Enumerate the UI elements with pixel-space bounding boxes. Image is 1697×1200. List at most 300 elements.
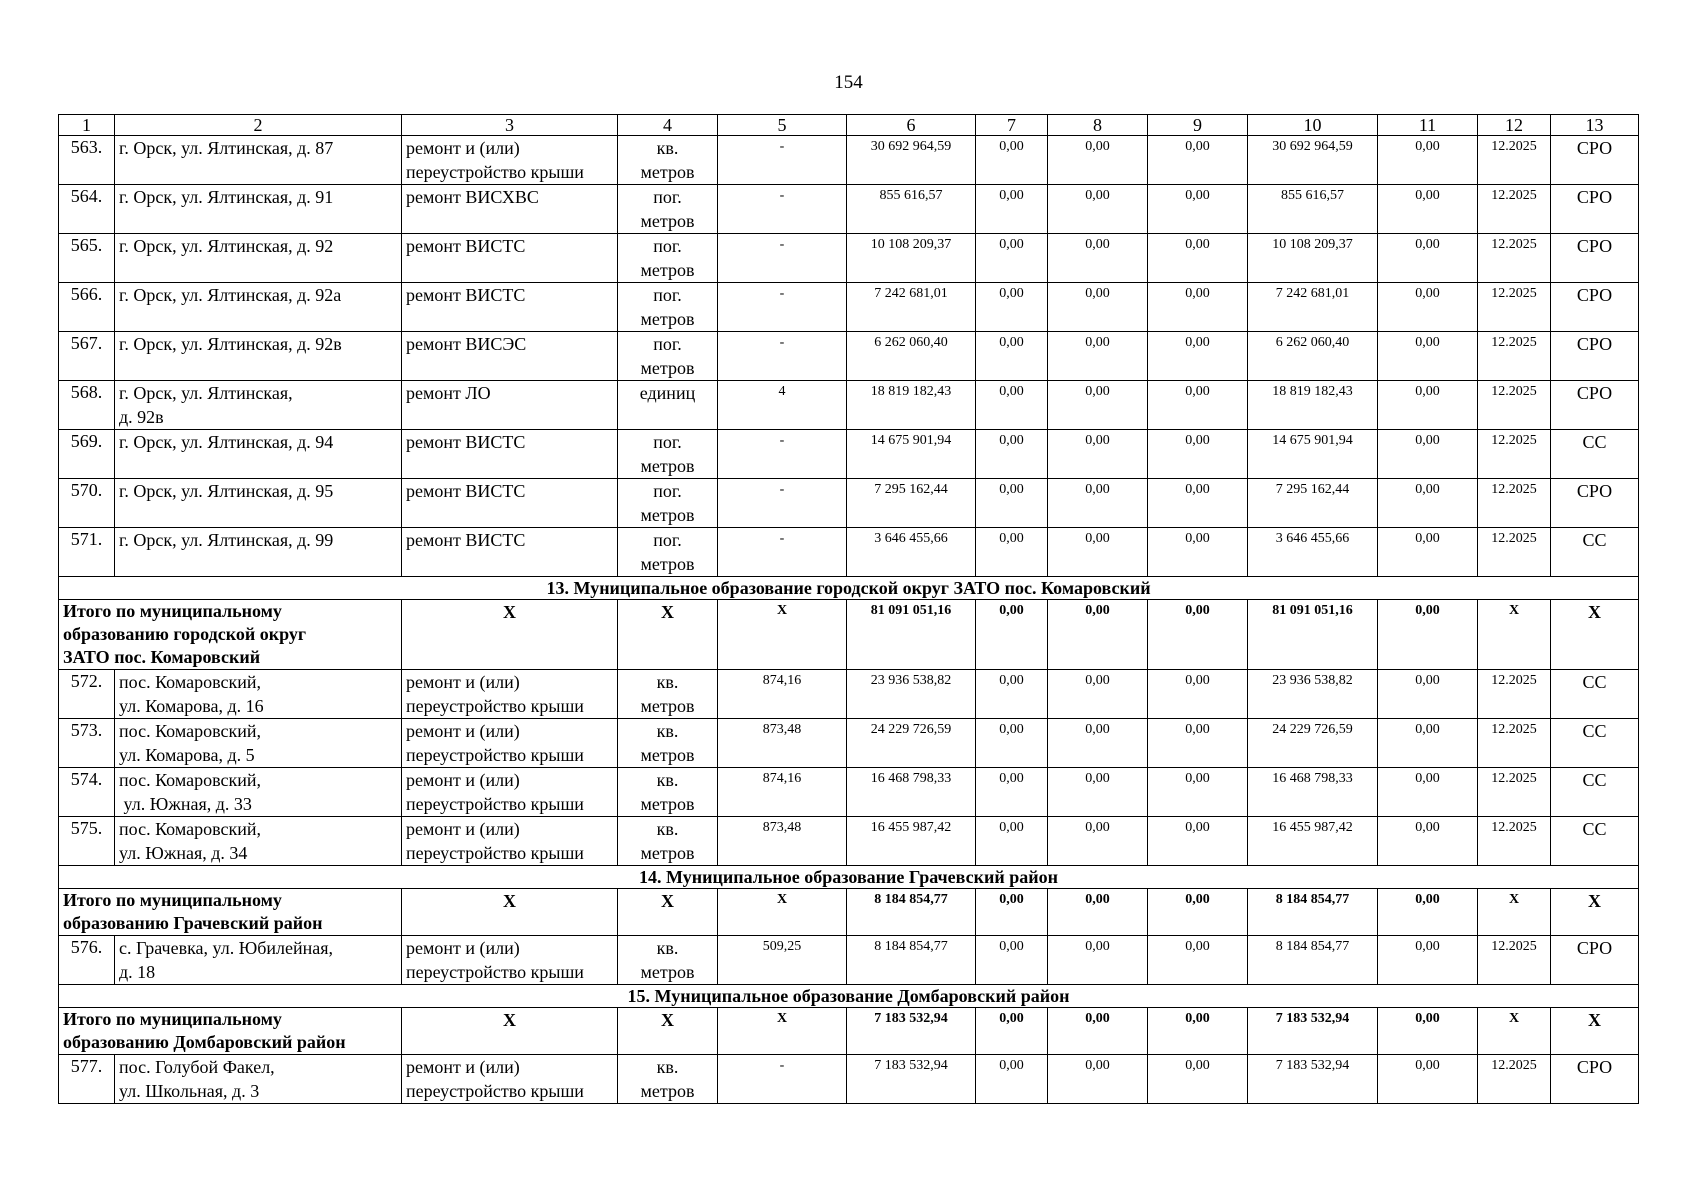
funding-source: СРО [1551, 136, 1639, 185]
work-type-line: ремонт и (или) [406, 1057, 520, 1077]
total-c4: Х [618, 600, 718, 670]
cell-c7: 0,00 [976, 430, 1048, 479]
work-type [402, 528, 618, 577]
unit-line: кв. [656, 1057, 679, 1077]
work-type [402, 430, 618, 479]
quantity: - [718, 185, 847, 234]
total-c13: Х [1551, 889, 1639, 936]
total-c8: 0,00 [1048, 600, 1148, 670]
work-type-line: ремонт ВИСТС [406, 285, 526, 305]
address-line: д. 92в [119, 407, 164, 427]
address-line: г. Орск, ул. Ялтинская, д. 95 [119, 481, 334, 501]
unit-line: кв. [656, 938, 679, 958]
address-line: пос. Голубой Факел, [119, 1057, 275, 1077]
row-number: 568. [59, 381, 115, 430]
funding-source: СС [1551, 817, 1639, 866]
table-row [59, 528, 1639, 577]
work-type [402, 234, 618, 283]
funding-source: СРО [1551, 234, 1639, 283]
work-type [402, 381, 618, 430]
work-type-line: переустройство крыши [406, 962, 584, 982]
total-c8: 0,00 [1048, 1008, 1148, 1055]
total-c6: 7 183 532,94 [847, 1008, 976, 1055]
cell-c7: 0,00 [976, 332, 1048, 381]
quantity: 873,48 [718, 719, 847, 768]
quantity: 4 [718, 381, 847, 430]
unit [618, 136, 718, 185]
work-type-line: ремонт ВИСТС [406, 236, 526, 256]
row-number: 564. [59, 185, 115, 234]
table-row [59, 283, 1639, 332]
unit-line: метров [640, 745, 695, 765]
unit-line: метров [640, 843, 695, 863]
capital-repair-table [58, 114, 1639, 1104]
cell-c9: 0,00 [1148, 670, 1248, 719]
cell-c11: 0,00 [1378, 936, 1478, 985]
work-type-line: ремонт и (или) [406, 672, 520, 692]
cell-c9: 0,00 [1148, 936, 1248, 985]
cell-c11: 0,00 [1378, 528, 1478, 577]
cell-c12: 12.2025 [1478, 1055, 1551, 1104]
cell-c10: 7 242 681,01 [1248, 283, 1378, 332]
cell-c6: 23 936 538,82 [847, 670, 976, 719]
unit-line: метров [640, 162, 695, 182]
cell-c10: 855 616,57 [1248, 185, 1378, 234]
row-number: 576. [59, 936, 115, 985]
work-type-line: переустройство крыши [406, 696, 584, 716]
unit-line: пог. [653, 530, 682, 550]
work-type [402, 936, 618, 985]
column-number: 13 [1551, 115, 1639, 136]
total-label-line: Итого по муниципальному [63, 890, 282, 910]
work-type-line: ремонт и (или) [406, 819, 520, 839]
funding-source: СРО [1551, 381, 1639, 430]
cell-c9: 0,00 [1148, 381, 1248, 430]
address-line: пос. Комаровский, [119, 672, 261, 692]
work-type-line: переустройство крыши [406, 794, 584, 814]
cell-c6: 24 229 726,59 [847, 719, 976, 768]
address-line: с. Грачевка, ул. Юбилейная, [119, 938, 334, 958]
cell-c7: 0,00 [976, 479, 1048, 528]
cell-c7: 0,00 [976, 670, 1048, 719]
cell-c9: 0,00 [1148, 185, 1248, 234]
address [115, 719, 402, 768]
unit [618, 479, 718, 528]
total-c11: 0,00 [1378, 889, 1478, 936]
address-line: ул. Южная, д. 34 [119, 843, 248, 863]
section-heading-row [59, 577, 1639, 600]
cell-c12: 12.2025 [1478, 283, 1551, 332]
cell-c9: 0,00 [1148, 1055, 1248, 1104]
cell-c9: 0,00 [1148, 430, 1248, 479]
cell-c6: 14 675 901,94 [847, 430, 976, 479]
cell-c10: 24 229 726,59 [1248, 719, 1378, 768]
address [115, 479, 402, 528]
cell-c7: 0,00 [976, 381, 1048, 430]
section-heading-row [59, 985, 1639, 1008]
cell-c10: 10 108 209,37 [1248, 234, 1378, 283]
quantity: 874,16 [718, 768, 847, 817]
unit-line: метров [640, 211, 695, 231]
unit-line: единиц [639, 383, 696, 403]
cell-c12: 12.2025 [1478, 936, 1551, 985]
total-label-line: образованию городской округ [63, 624, 307, 644]
cell-c7: 0,00 [976, 234, 1048, 283]
cell-c9: 0,00 [1148, 332, 1248, 381]
table-row [59, 332, 1639, 381]
unit-line: метров [640, 696, 695, 716]
unit [618, 817, 718, 866]
funding-source: СРО [1551, 332, 1639, 381]
row-number: 566. [59, 283, 115, 332]
cell-c12: 12.2025 [1478, 817, 1551, 866]
row-number: 569. [59, 430, 115, 479]
unit-line: пог. [653, 481, 682, 501]
column-number-row [59, 115, 1639, 136]
column-number: 10 [1248, 115, 1378, 136]
cell-c12: 12.2025 [1478, 381, 1551, 430]
cell-c7: 0,00 [976, 136, 1048, 185]
funding-source: СС [1551, 430, 1639, 479]
cell-c10: 23 936 538,82 [1248, 670, 1378, 719]
total-label [59, 889, 402, 936]
address [115, 670, 402, 719]
total-c10: 8 184 854,77 [1248, 889, 1378, 936]
cell-c12: 12.2025 [1478, 670, 1551, 719]
cell-c10: 7 295 162,44 [1248, 479, 1378, 528]
cell-c10: 6 262 060,40 [1248, 332, 1378, 381]
column-number: 5 [718, 115, 847, 136]
total-c8: 0,00 [1048, 889, 1148, 936]
unit [618, 430, 718, 479]
quantity: - [718, 1055, 847, 1104]
row-number: 574. [59, 768, 115, 817]
unit-line: пог. [653, 334, 682, 354]
cell-c8: 0,00 [1048, 817, 1148, 866]
cell-c6: 3 646 455,66 [847, 528, 976, 577]
unit [618, 185, 718, 234]
quantity: - [718, 528, 847, 577]
row-number: 565. [59, 234, 115, 283]
total-c11: 0,00 [1378, 600, 1478, 670]
quantity: - [718, 283, 847, 332]
cell-c12: 12.2025 [1478, 185, 1551, 234]
unit [618, 283, 718, 332]
funding-source: СС [1551, 670, 1639, 719]
unit-line: пог. [653, 432, 682, 452]
cell-c7: 0,00 [976, 185, 1048, 234]
table-row [59, 768, 1639, 817]
column-number: 9 [1148, 115, 1248, 136]
cell-c6: 7 183 532,94 [847, 1055, 976, 1104]
unit [618, 719, 718, 768]
quantity: - [718, 479, 847, 528]
work-type [402, 479, 618, 528]
funding-source: СС [1551, 768, 1639, 817]
row-number: 563. [59, 136, 115, 185]
cell-c6: 8 184 854,77 [847, 936, 976, 985]
cell-c11: 0,00 [1378, 332, 1478, 381]
total-label-line: ЗАТО пос. Комаровский [63, 647, 261, 667]
work-type-line: ремонт ВИСТС [406, 432, 526, 452]
total-c5: Х [718, 1008, 847, 1055]
total-c5: Х [718, 889, 847, 936]
section-title: 14. Муниципальное образование Грачевский район [59, 866, 1639, 889]
cell-c12: 12.2025 [1478, 332, 1551, 381]
address-line: пос. Комаровский, [119, 721, 261, 741]
total-c9: 0,00 [1148, 600, 1248, 670]
total-c5: Х [718, 600, 847, 670]
table-row [59, 185, 1639, 234]
row-number: 573. [59, 719, 115, 768]
cell-c8: 0,00 [1048, 719, 1148, 768]
cell-c8: 0,00 [1048, 185, 1148, 234]
address [115, 332, 402, 381]
quantity: - [718, 136, 847, 185]
address-line: ул. Комарова, д. 16 [119, 696, 264, 716]
address-line: г. Орск, ул. Ялтинская, д. 91 [119, 187, 334, 207]
unit-line: метров [640, 1081, 695, 1101]
total-c10: 7 183 532,94 [1248, 1008, 1378, 1055]
total-c3: Х [402, 1008, 618, 1055]
cell-c8: 0,00 [1048, 234, 1148, 283]
work-type [402, 136, 618, 185]
work-type-line: переустройство крыши [406, 1081, 584, 1101]
address-line: ул. Школьная, д. 3 [119, 1081, 260, 1101]
column-number: 4 [618, 115, 718, 136]
quantity: 874,16 [718, 670, 847, 719]
cell-c12: 12.2025 [1478, 234, 1551, 283]
total-c3: Х [402, 600, 618, 670]
funding-source: СРО [1551, 185, 1639, 234]
work-type-line: переустройство крыши [406, 843, 584, 863]
section-title: 15. Муниципальное образование Домбаровский район [59, 985, 1639, 1008]
cell-c8: 0,00 [1048, 479, 1148, 528]
unit-line: метров [640, 456, 695, 476]
address [115, 936, 402, 985]
total-c7: 0,00 [976, 600, 1048, 670]
total-label-line: Итого по муниципальному [63, 601, 282, 621]
total-label-line: образованию Домбаровский район [63, 1032, 346, 1052]
quantity: 509,25 [718, 936, 847, 985]
address-line: пос. Комаровский, [119, 770, 261, 790]
quantity: - [718, 332, 847, 381]
total-label [59, 1008, 402, 1055]
address-line: г. Орск, ул. Ялтинская, [119, 383, 293, 403]
cell-c11: 0,00 [1378, 381, 1478, 430]
address-line: г. Орск, ул. Ялтинская, д. 94 [119, 432, 334, 452]
section-title: 13. Муниципальное образование городской округ ЗАТО пос. Комаровский [59, 577, 1639, 600]
cell-c6: 16 455 987,42 [847, 817, 976, 866]
cell-c6: 30 692 964,59 [847, 136, 976, 185]
unit-line: пог. [653, 285, 682, 305]
row-number: 575. [59, 817, 115, 866]
funding-source: СРО [1551, 1055, 1639, 1104]
cell-c12: 12.2025 [1478, 768, 1551, 817]
table-row [59, 381, 1639, 430]
cell-c9: 0,00 [1148, 768, 1248, 817]
total-c6: 8 184 854,77 [847, 889, 976, 936]
cell-c9: 0,00 [1148, 479, 1248, 528]
cell-c11: 0,00 [1378, 185, 1478, 234]
funding-source: СРО [1551, 283, 1639, 332]
work-type [402, 670, 618, 719]
quantity: 873,48 [718, 817, 847, 866]
total-row [59, 889, 1639, 936]
table-row [59, 817, 1639, 866]
total-label-line: Итого по муниципальному [63, 1009, 282, 1029]
cell-c6: 18 819 182,43 [847, 381, 976, 430]
unit-line: метров [640, 794, 695, 814]
work-type-line: ремонт и (или) [406, 721, 520, 741]
address-line: д. 18 [119, 962, 156, 982]
address [115, 136, 402, 185]
cell-c11: 0,00 [1378, 670, 1478, 719]
cell-c10: 16 455 987,42 [1248, 817, 1378, 866]
unit-line: пог. [653, 236, 682, 256]
row-number: 572. [59, 670, 115, 719]
column-number: 3 [402, 115, 618, 136]
total-c10: 81 091 051,16 [1248, 600, 1378, 670]
row-number: 570. [59, 479, 115, 528]
column-number: 8 [1048, 115, 1148, 136]
cell-c6: 855 616,57 [847, 185, 976, 234]
cell-c9: 0,00 [1148, 719, 1248, 768]
unit-line: метров [640, 309, 695, 329]
address [115, 381, 402, 430]
funding-source: СС [1551, 719, 1639, 768]
cell-c7: 0,00 [976, 719, 1048, 768]
work-type-line: ремонт и (или) [406, 938, 520, 958]
work-type-line: ремонт ВИСХВС [406, 187, 539, 207]
cell-c11: 0,00 [1378, 234, 1478, 283]
total-c12: Х [1478, 1008, 1551, 1055]
unit-line: кв. [656, 770, 679, 790]
unit-line: кв. [656, 138, 679, 158]
table-row [59, 936, 1639, 985]
cell-c11: 0,00 [1378, 768, 1478, 817]
cell-c11: 0,00 [1378, 817, 1478, 866]
address [115, 1055, 402, 1104]
cell-c9: 0,00 [1148, 283, 1248, 332]
table-row [59, 136, 1639, 185]
row-number: 571. [59, 528, 115, 577]
cell-c7: 0,00 [976, 528, 1048, 577]
cell-c10: 14 675 901,94 [1248, 430, 1378, 479]
address [115, 768, 402, 817]
address-line: г. Орск, ул. Ялтинская, д. 87 [119, 138, 334, 158]
unit-line: кв. [656, 819, 679, 839]
section-heading-row [59, 866, 1639, 889]
work-type [402, 283, 618, 332]
cell-c7: 0,00 [976, 768, 1048, 817]
address-line: ул. Южная, д. 33 [119, 794, 252, 814]
cell-c9: 0,00 [1148, 234, 1248, 283]
quantity: - [718, 430, 847, 479]
address-line: г. Орск, ул. Ялтинская, д. 92в [119, 334, 342, 354]
work-type-line: ремонт ВИСЭС [406, 334, 527, 354]
unit-line: пог. [653, 187, 682, 207]
table-row [59, 234, 1639, 283]
cell-c12: 12.2025 [1478, 528, 1551, 577]
unit [618, 332, 718, 381]
cell-c10: 8 184 854,77 [1248, 936, 1378, 985]
cell-c8: 0,00 [1048, 332, 1148, 381]
work-type-line: переустройство крыши [406, 162, 584, 182]
unit-line: кв. [656, 672, 679, 692]
cell-c11: 0,00 [1378, 283, 1478, 332]
row-number: 567. [59, 332, 115, 381]
unit [618, 528, 718, 577]
cell-c6: 7 295 162,44 [847, 479, 976, 528]
column-number: 2 [115, 115, 402, 136]
work-type [402, 768, 618, 817]
address [115, 234, 402, 283]
cell-c10: 30 692 964,59 [1248, 136, 1378, 185]
column-number: 11 [1378, 115, 1478, 136]
cell-c7: 0,00 [976, 1055, 1048, 1104]
cell-c8: 0,00 [1048, 430, 1148, 479]
total-c11: 0,00 [1378, 1008, 1478, 1055]
total-c7: 0,00 [976, 1008, 1048, 1055]
unit-line: метров [640, 962, 695, 982]
cell-c6: 10 108 209,37 [847, 234, 976, 283]
total-label-line: образованию Грачевский район [63, 913, 323, 933]
cell-c12: 12.2025 [1478, 719, 1551, 768]
total-row [59, 1008, 1639, 1055]
address-line: пос. Комаровский, [119, 819, 261, 839]
cell-c8: 0,00 [1048, 283, 1148, 332]
work-type [402, 185, 618, 234]
cell-c11: 0,00 [1378, 479, 1478, 528]
cell-c11: 0,00 [1378, 430, 1478, 479]
cell-c9: 0,00 [1148, 528, 1248, 577]
cell-c6: 16 468 798,33 [847, 768, 976, 817]
funding-source: СРО [1551, 936, 1639, 985]
cell-c11: 0,00 [1378, 1055, 1478, 1104]
funding-source: СРО [1551, 479, 1639, 528]
cell-c7: 0,00 [976, 936, 1048, 985]
cell-c8: 0,00 [1048, 670, 1148, 719]
work-type-line: ремонт и (или) [406, 770, 520, 790]
table-row [59, 479, 1639, 528]
address [115, 817, 402, 866]
cell-c8: 0,00 [1048, 1055, 1148, 1104]
total-c9: 0,00 [1148, 889, 1248, 936]
work-type [402, 719, 618, 768]
unit [618, 1055, 718, 1104]
unit-line: метров [640, 260, 695, 280]
work-type-line: ремонт и (или) [406, 138, 520, 158]
total-c9: 0,00 [1148, 1008, 1248, 1055]
unit-line: метров [640, 358, 695, 378]
work-type [402, 332, 618, 381]
table-row [59, 430, 1639, 479]
work-type-line: ремонт ЛО [406, 383, 491, 403]
cell-c9: 0,00 [1148, 136, 1248, 185]
cell-c9: 0,00 [1148, 817, 1248, 866]
address-line: ул. Комарова, д. 5 [119, 745, 255, 765]
table-row [59, 670, 1639, 719]
cell-c12: 12.2025 [1478, 136, 1551, 185]
total-row [59, 600, 1639, 670]
total-c6: 81 091 051,16 [847, 600, 976, 670]
table-row [59, 1055, 1639, 1104]
cell-c7: 0,00 [976, 817, 1048, 866]
work-type [402, 817, 618, 866]
column-number: 6 [847, 115, 976, 136]
work-type-line: переустройство крыши [406, 745, 584, 765]
